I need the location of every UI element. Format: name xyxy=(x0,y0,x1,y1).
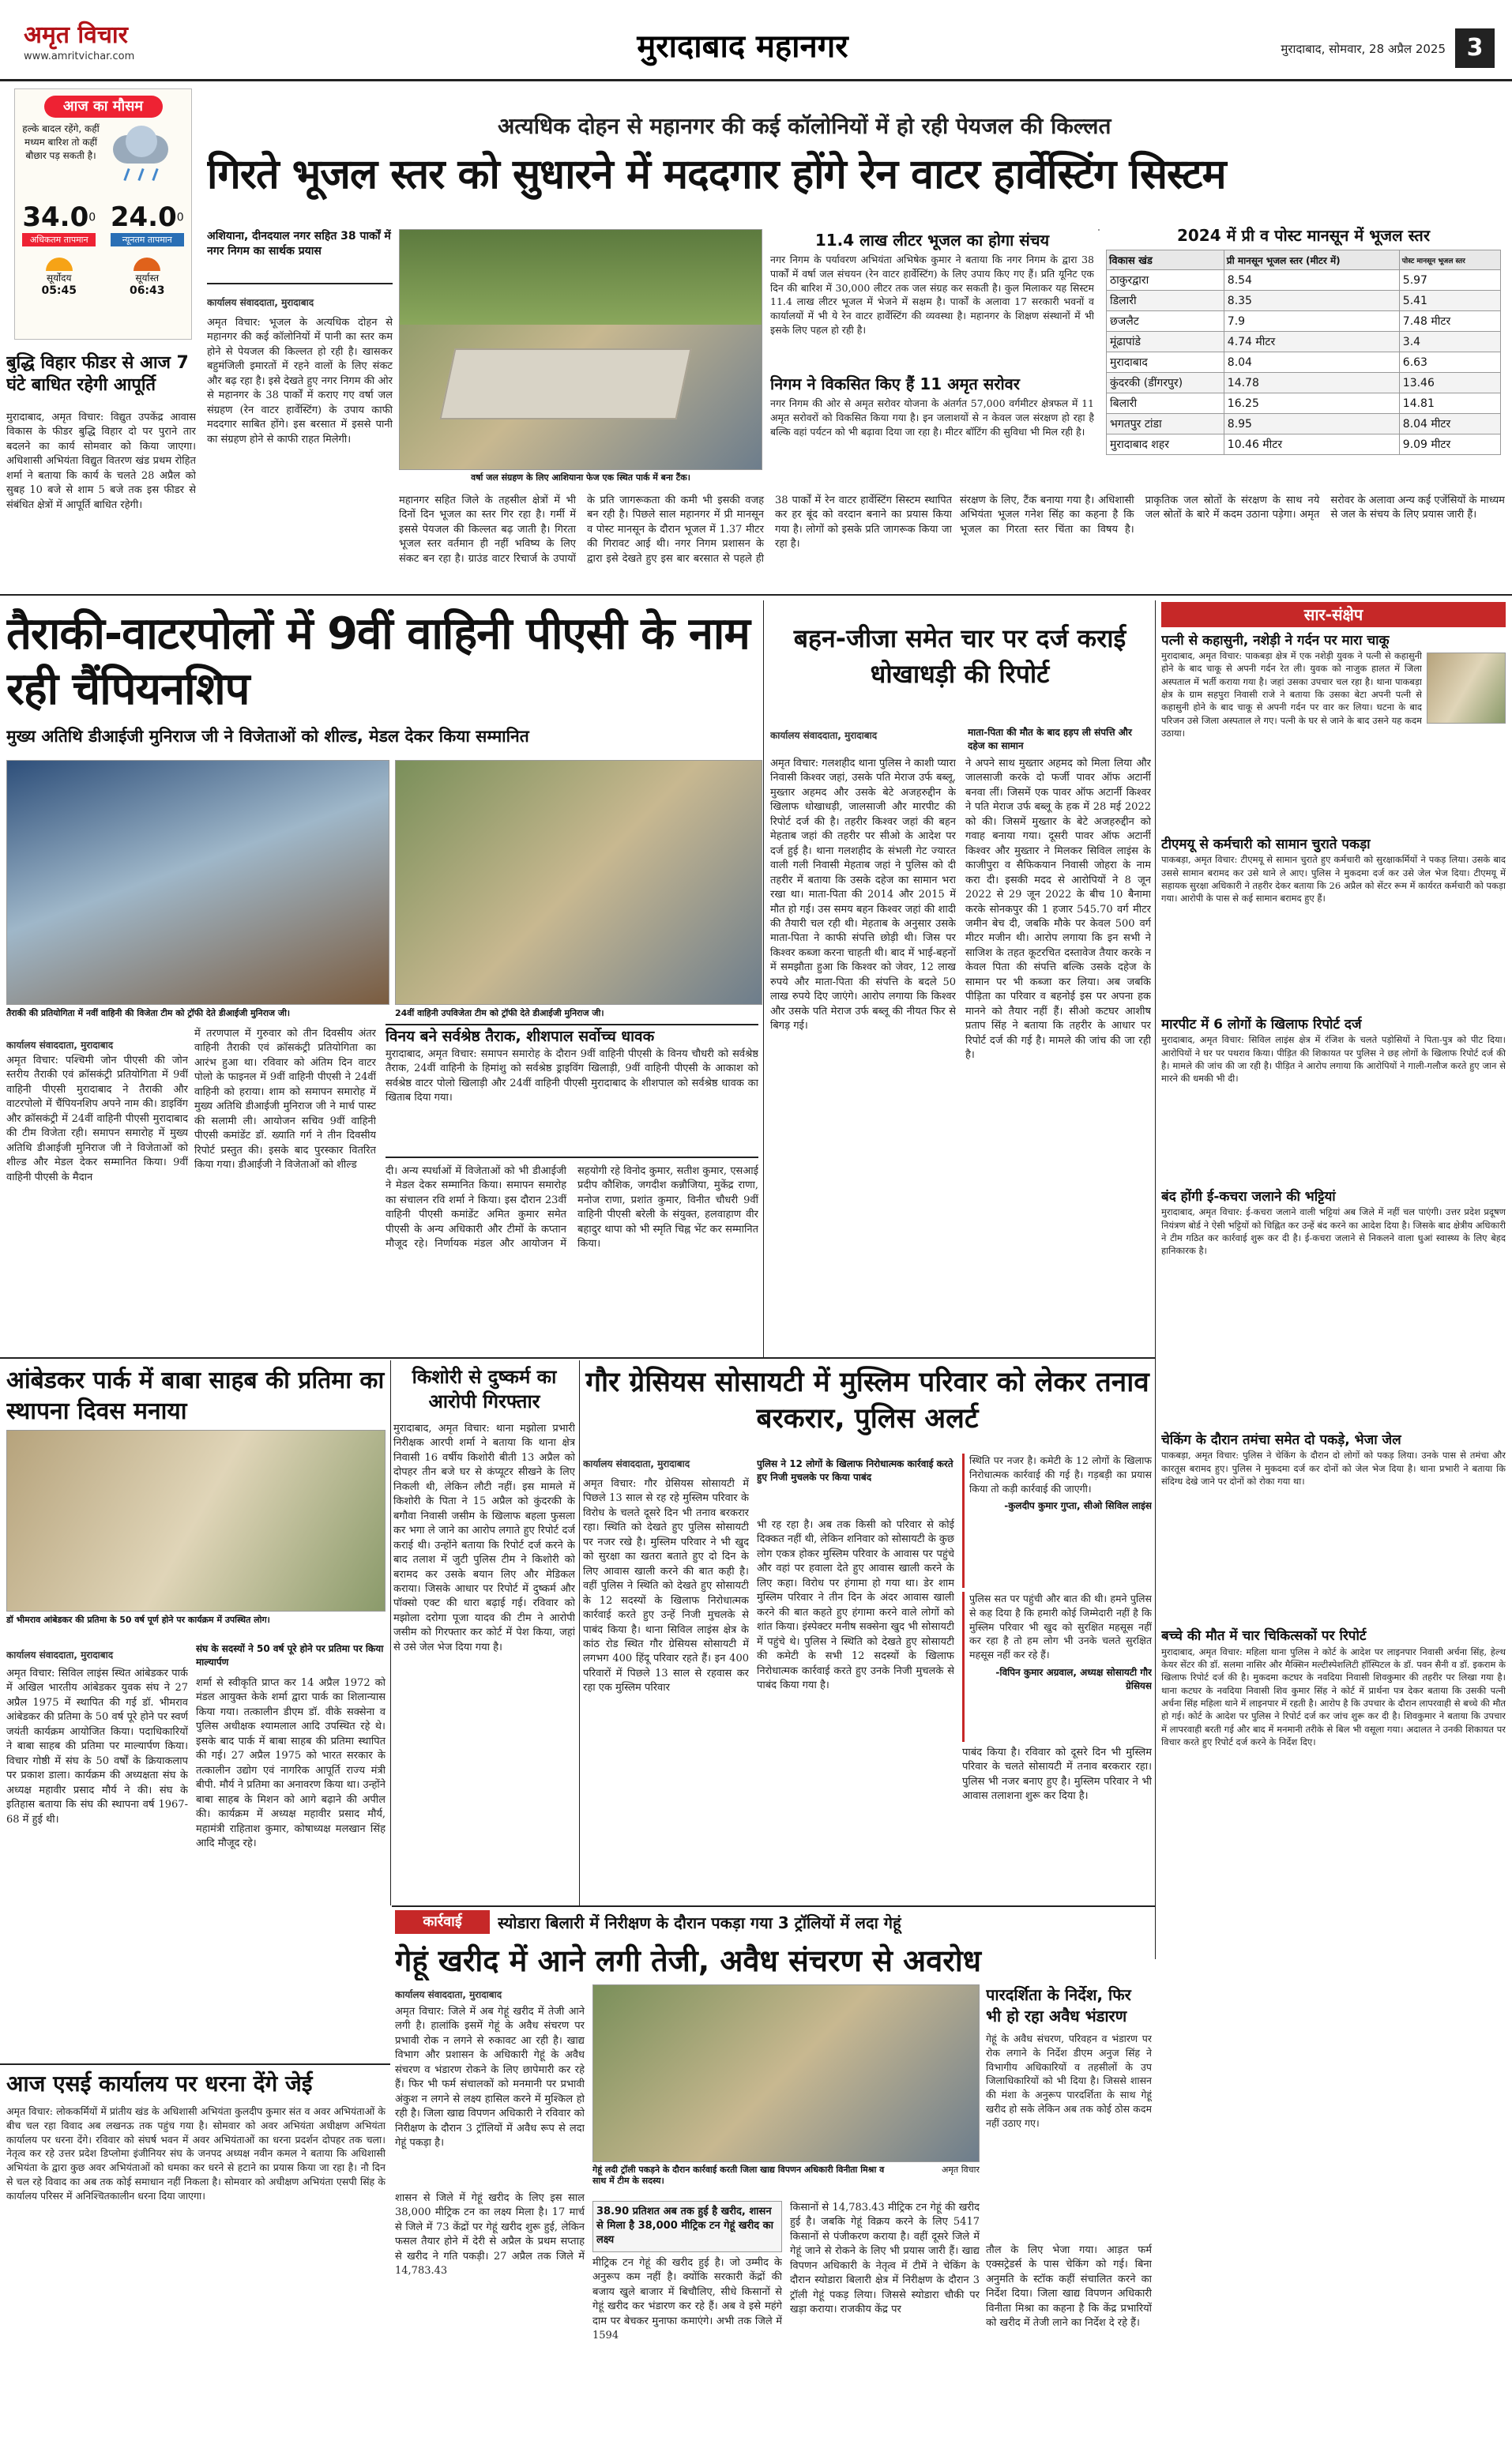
wheat-bullet: 38.90 प्रतिशत अब तक हुई है खरीद, शासन से मिला है 38,000 मीट्रिक टन गेहूं खरीद का लक्ष्य xyxy=(592,2201,782,2252)
weather-title: आज का मौसम xyxy=(44,96,163,118)
swim-award-text: मुरादाबाद, अमृत विचार: समापन समारोह के दौरान 9वीं वाहिनी पीएसी के विनय चौधरी को सर्वश्रेष्ठ तैराक, 24वीं वाहिनी के हिमांशु को सर्वश्रेष्ठ ड्राइविंग खिलाड़ी, 9वीं वाहिनी पीएसी के आकाश को सर्वश्रेष्ठ वाटर पोलो खिलाड़ी और 24वीं वाहिनी पीएसी मुरादाबाद के शीशपाल को सर्वश्रेष्ठ धावक का खिताब दिया गया। xyxy=(386,1048,758,1104)
swim-caption-2: 24वीं वाहिनी उपविजेता टीम को ट्रॉफी देते डीआईजी मुनिराज जी। xyxy=(395,1008,604,1018)
sunrise-time: 05:45 xyxy=(41,284,77,297)
power-text: मुरादाबाद, अमृत विचार: विद्युत उपकेंद्र आवास विकास के फीडर बुद्धि विहार दो पर पुराने तार बदलने का कार्य सोमवार को किया जाएगा। अधिशासी अभियंता विद्युत वितरण खंड प्रथम रोहित शर्मा ने बताया कि कार्य के चलते 28 अप्रैल को सुबह 10 बजे से शाम 5 बजे तक इस फीडर से संबंधित क्षेत्रों में आपूर्ति बाधित रहेगी। xyxy=(6,412,196,511)
society-byline: कार्यालय संवाददाता, मुरादाबाद xyxy=(583,1458,690,1469)
table-row xyxy=(1107,332,1501,352)
lead-box-1-title: 11.4 लाख लीटर भूजल का होगा संचय xyxy=(814,231,1050,250)
masthead xyxy=(0,0,1512,93)
table-cell: भगतपुर टांडा xyxy=(1107,414,1224,434)
society-bullet: पुलिस ने 12 लोगों के खिलाफ निरोधात्मक कार्रवाई करते हुए निजी मुचलके पर किया पाबंद xyxy=(757,1458,953,1483)
ambedkar-headline: आंबेडकर पार्क में बाबा साहब की प्रतिमा का स्थापना दिवस मनाया xyxy=(6,1367,385,1425)
quote-2-text: पुलिस सत पर पहुंची और बात की थी। हमने पुलिस से कह दिया है कि हमारी कोई जिम्मेदारी नहीं है कि मुस्लिम परिवार भी खुद को सुरक्षित महसूस नहीं कर रहा है तो हम लोग भी उनके चलते सुरक्षित महसूस नहीं कर रहे हैं। xyxy=(969,1593,1152,1661)
sunrise-icon xyxy=(46,258,73,271)
power-headline: बुद्धि विहार फीडर से आज 7 घंटे बाधित रहेगी आपूर्ति xyxy=(6,353,189,395)
lead-bullet: अशियाना, दीनदयाल नगर सहित 38 पार्कों में नगर निगम का सार्थक प्रयास xyxy=(207,229,393,284)
table-row xyxy=(1107,352,1501,373)
table-cell: 8.95 xyxy=(1224,414,1399,434)
table-row xyxy=(1107,414,1501,434)
lead-box-1-text: नगर निगम के पर्यावरण अभियंता अभिषेक कुमार ने बताया कि नगर निगम के द्वारा 38 पार्कों में वर्षा जल संचयन (रेन वाटर हार्वेस्टिंग) के लिए उपाय किए गए हैं। प्रति यूनिट एक दिन की बारिश में 30,000 लीटर तक जल संग्रह कर सकती है। कुल मिलाकर यह सिस्टम 11.4 लाख लीटर भूजल में भेजने में सक्षम है। पार्कों के अलावा 17 सरकारी भवनों व कार्यालयों में भी ये रेन वाटर हार्वेस्टिंग की व्यवस्था है। महानगर के शिक्षण संस्थानों में भी इसके लिए पहल हो रही है। xyxy=(770,254,1094,336)
table-cell: छजलैट xyxy=(1107,311,1224,332)
lead-box-1 xyxy=(770,229,1094,371)
fraud-paragraph-1: अमृत विचार: गलशहीद थाना पुलिस ने काशी प्यारा निवासी किश्वर जहां, उसके पति मेराज उर्फ बब्लू, मुख्तार अहमद और उसके बेटे अजहरुद्दीन के खिलाफ धोखाधड़ी, जालसाजी और मारपीट की रिपोर्ट दर्ज की है। तहरीर किश्वर जहां की बहन मेहताब जहां की तहरीर पर सीओ के आदेश पर दर्ज हुई है। थाना गलशहीद के संभली गेट ज्यारत वाली गली निवासी मेहताब जहां ने पुलिस को दी तहरीर में बताया कि उसके दहेज का सामान भरा रखा था। माता-पिता की 2014 और 2015 में मौत हो गई। उस समय बहन किश्वर जहां की शादी की तैयारी चल रही थी। मेहताब के अनुसार उसके माता-पिता ने काफी संपत्ति छोड़ी थी। जिस पर किश्वर कब्जा करना चाहती थी। बाद में भाई-बहनों में समझौता हुआ कि किश्वर को जेवर, 12 लाख रुपये और माता-पिता की संपत्ति के बदले 50 लाख रुपये दिए जाएंगे। आरोप लगाया कि किश्वर और उसके पति मेराज उर्फ बब्लू की नीयत फिर से बिगड़ गई। xyxy=(770,758,956,1033)
swim-paragraph-1: अमृत विचार: पश्चिमी जोन पीएसी की जोन स्तरीय तैराकी एवं क्रॉसकंट्री प्रतियोगिता में 9वीं वाहिनी पीएसी मुरादाबाद ने तैराकी और वाटरपोलो में चैंपियनशिप अपने नाम की। डाइविंग और क्रॉसकंट्री में 24वीं वाहिनी पीएसी मुरादाबाद की टीम विजेता रही। समापन समारोह में मुख्य अतिथि डीआईजी मुनिराज जी ने विजेताओं को शील्ड और मेडल देकर सम्मानित किया। 9वीं वाहिनी पीएसी के मैदान xyxy=(6,1055,188,1183)
table-cell: मुरादाबाद xyxy=(1107,352,1224,373)
table-cell: 8.54 xyxy=(1224,270,1399,291)
wheat-paragraph-3: किसानों से 14,783.43 मीट्रिक टन गेहूं की खरीद हुई है। जबकि गेहूं विक्रय करने के लिए 5417 किसानों से पंजीकरण कराया है। वहीं दूसरे जिले में गेहूं जाने से रोकने के लिए भी प्रयास जारी हैं। खाद्य विपणन अधिकारी के नेतृत्व में टीमें ने चेकिंग के दौरान स्योडारा बिलारी क्षेत्र में निरीक्षण के दौरान 3 ट्रॉली गेहूं पकड़ लिया। जिससे स्योडारा चौकी पर खड़ा कराया। राजकीय केंद्र पर xyxy=(790,2202,980,2316)
sar-story-3-headline: मारपीट में 6 लोगों के खिलाफ रिपोर्ट दर्ज xyxy=(1161,1017,1362,1033)
sar-story-5-text: पाकबड़ा, अमृत विचार: पुलिस ने चेकिंग के दौरान दो लोगों को पकड़ लिया। उनके पास से तमंचा और कारतूस बरामद हुए। पुलिस ने मुकदमा दर्ज कर दोनों को जेल भेज दिया है। थाना प्रभारी ने बताया कि संदिग्ध देखे जाने पर दोनों को रोका गया था। xyxy=(1161,1450,1506,1488)
girl-text: मुरादाबाद, अमृत विचार: थाना मझोला प्रभारी निरीक्षक आरपी शर्मा ने बताया कि थाना क्षेत्र निवासी 16 वर्षीय किशोरी बीती 13 अप्रैल को दोपहर तीन बजे घर से कंप्यूटर सीखने के लिए निकली थी, लेकिन लौटी नहीं। इस मामले में किशोरी के पिता ने 15 अप्रैल को कुंदरकी के बगौवा निवासी जसीम के खिलाफ बहला फुसला कर भगा ले जाने का आरोप लगाते हुए रिपोर्ट दर्ज कराई थी। उन्होंने बताया कि रिपोर्ट दर्ज करने के बाद तलाश में जुटी पुलिस टीम ने किशोरी को बरामद कर उसके बयान लिए और मेडिकल कराया। जिसके आधार पर रिपोर्ट में दुष्कर्म और पॉक्सो एक्ट की धारा बढ़ाई गई। रविवार को मझोला दरोगा पूजा यादव की टीम ने आरोपी जसीम को गिरफ्तार कर कोर्ट में पेश किया, जहां से उसे जेल भेज दिया गया है। xyxy=(393,1423,575,1653)
ambedkar-paragraph-1: अमृत विचार: सिविल लाइंस स्थित आंबेडकर पार्क में अखिल भारतीय आंबेडकर युवक संघ ने 27 अप्रैल 1975 में स्थापित की गई डॉ. भीमराव आंबेडकर की प्रतिमा के 50 वर्ष पूरे होने पर स्वर्ण जयंती कार्यक्रम आयोजित किया। पदाधिकारियों ने बाबा साहब की प्रतिमा पर माल्यार्पण किया। विचार गोष्ठी में संघ के 50 वर्षों के क्रियाकलाप पर प्रकाश डाला। कार्यक्रम की अध्यक्षता संघ के अध्यक्ष महावीर प्रसाद मौर्य ने की। संघ के इतिहास बताया कि संघ की स्थापना वर्ष 1967-68 में हुई थी। xyxy=(6,1668,188,1826)
wheat-paragraph-5: तौल के लिए भेजा गया। आड़त फर्म एक्सट्रेडर्स के पास चेकिंग को गई। बिना अनुमति के स्टॉक कहीं संचालित करने का निर्देश दिया। जिला खाद्य विपणन अधिकारी विनीता मिश्रा का कहना है कि केंद्र प्रभारियों को खरीद में तेजी लाने का निर्देश दे रहे हैं। xyxy=(986,2244,1152,2330)
injured-man-photo xyxy=(1427,653,1506,724)
table-cell: 14.81 xyxy=(1399,393,1500,414)
table-cell: 6.63 xyxy=(1399,352,1500,373)
wheat-tag: कार्रवाई xyxy=(395,1910,490,1934)
swim-photo-1 xyxy=(6,760,389,1005)
max-temp: 34.0 xyxy=(22,201,89,233)
table-cell: 16.25 xyxy=(1224,393,1399,414)
logo-text: अमृत विचार xyxy=(24,21,128,49)
logo xyxy=(24,21,205,68)
park-photo xyxy=(1098,229,1100,231)
swim-caption-1: तैराकी की प्रतियोगिता में नवीं वाहिनी की विजेता टीम को ट्रॉफी देते डीआईजी मुनिराज जी। xyxy=(6,1008,291,1018)
wheat-box-title: पारदर्शिता के निर्देश, फिर भी हो रहा अवैध भंडारण xyxy=(986,1985,1131,2026)
sar-story-1-headline: पत्नी से कहासुनी, नशेड़ी ने गर्दन पर मारा चाकू xyxy=(1161,633,1390,649)
table-cell: 10.46 मीटर xyxy=(1224,434,1399,455)
table-cell: 8.35 xyxy=(1224,291,1399,311)
table-cell: 8.04 xyxy=(1224,352,1399,373)
cloud-rain-icon xyxy=(102,122,181,194)
society-quote-2 xyxy=(962,1592,1152,1742)
lead-paragraph-2: महानगर सहित जिले के तहसील क्षेत्रों में भी दिनों दिन भूजल का स्तर गिर रहा है। गर्मी में इससे पेयजल की किल्लत बढ़ जाती है। गिरता भूजल स्तर वर्तमान ही नहीं भविष्य के लिए संकट बन रहा है। ग्राउंड वाटर रिचार्ज के उपायों के प्रति जागरूकता की कमी भी इसकी वजह बन रही है। पिछले साल महानगर में प्री मानसून व पोस्ट मानसून के दौरान भूजल में 1.37 मीटर की गिरावट आई थी। नगर निगम प्रशासन के द्वारा इसे देखते हुए इस बार बरसात से पहले ही 38 पार्कों में रेन वाटर हार्वेस्टिंग सिस्टम स्थापित कर हर बूंद को वरदान बनाने का प्रयास किया गया है। लोगों को इसके प्रति जागरूक किया जा रहा है। xyxy=(399,495,952,565)
lead-byline: कार्यालय संवाददाता, मुरादाबाद xyxy=(207,297,314,308)
lead-paragraph-1: अमृत विचार: भूजल के अत्यधिक दोहन से महानगर की कई कॉलोनियों में पानी का स्तर कम होने से पेयजल की किल्लत हो रही है। खासकर बहुमंजिली इमारतों में रहने वालों के लिए संकट और बढ़ रहा है। इसे देखते हुए नगर निगम की ओर से महानगर के 38 पार्कों में कराए गए वर्षा जल संग्रहण (रेन वाटर हार्वेस्टिंग) के उपाय काफी मददगार साबित होंगे। इस बरसात में इससे पानी का संग्रहण होने से काफी राहत मिलेगी। xyxy=(207,317,393,446)
swim-award-title: विनय बने सर्वश्रेष्ठ तैराक, शीशपाल सर्वोच्च धावक xyxy=(386,1028,655,1045)
ambedkar-paragraph-2: शर्मा से स्वीकृति प्राप्त कर 14 अप्रैल 1972 को मंडल आयुक्त केके शर्मा द्वारा पार्क का शिलान्यास किया गया। तत्कालीन डीएम डॉ. वीके सक्सेना व पुलिस अधीक्षक श्यामलाल आदि उपस्थित रहे थे। इसके बाद पार्क में बाबा साहब की प्रतिमा स्थापित की गई। 27 अप्रैल 1975 को भारत सरकार के तत्कालीन उद्योग एवं नागरिक आपूर्ति राज्य मंत्री बीपी. मौर्य ने प्रतिमा का अनावरण किया था। उन्होंने बाबा साहब के मिशन को आगे बढ़ाने की अपील की। कार्यक्रम में अध्यक्ष महावीर प्रसाद मौर्य, महामंत्री राहिताश कुमार, कोषाध्यक्ष मलखान सिंह आदि मौजूद रहे। xyxy=(196,1677,386,1849)
wheat-paragraph-4: मीट्रिक टन गेहूं की खरीद हुई है। जो उम्मीद के अनुरूप कम नहीं है। क्योंकि सरकारी केंद्रों की बजाय खुले बाजार में बिचौलिए, सीधे किसानों से गेहूं खरीद कर भंडारण कर रहे हैं। अब वे इसे महंगे दाम पर बेचकर मुनाफा कमाएंगे। अभी तक जिले में 1594 xyxy=(592,2257,782,2342)
sar-story-4-text: मुरादाबाद, अमृत विचार: ई-कचरा जलाने वाली भट्टियां अब जिले में नहीं चल पाएंगी। उत्तर प्रदेश प्रदूषण नियंत्रण बोर्ड ने ऐसी भट्टियों को चिह्नित कर उन्हें बंद करने का आदेश दिया है। जिसके बाद क्षेत्रीय अधिकारी ने टीम गठित कर कार्रवाई शुरू कर दी है। ई-कचरा जलाने से निकलने वाला धुआं स्वास्थ्य के लिए बेहद हानिकारक है। xyxy=(1161,1206,1506,1257)
table-title: 2024 में प्री व पोस्ट मानसून में भूजल स्तर xyxy=(1176,226,1431,245)
ambedkar-caption: डॉ भीमराव आंबेडकर की प्रतिमा के 50 वर्ष पूर्ण होने पर कार्यक्रम में उपस्थित लोग। xyxy=(6,1615,270,1625)
sar-story-6-text: मुरादाबाद, अमृत विचार: महिला थाना पुलिस ने कोर्ट के आदेश पर लाइनपार निवासी अर्चना सिंह, हेल्थ केयर सेंटर की डॉ. सलमा नासिर और मैक्सिन मल्टीस्पेशलिटी हॉस्पिटल के डॉ. पवन सैनी व डॉ. इकराम के खिलाफ रिपोर्ट दर्ज की है। मुकदमा कटघर के नवदिया निवासी शिवकुमार की तहरीर पर लिखा गया है। थाना कटघर के नवदिया निवासी शिव कुमार सिंह ने कोर्ट में प्रार्थना पत्र देकर बताया कि उसकी पत्नी अर्चना सिंह महिला थाने में लाइनपार में रहती है। आरोप है कि उपचार के दौरान लापरवाही से बच्चे की मौत हो गई। कोर्ट के आदेश पर पुलिस ने रिपोर्ट दर्ज कर जांच शुरू कर दी है। शिवकुमार ने बताया कि उपचार में लापरवाही बरती गई और बाद में मनमानी तरीके से बिल भी वसूला गया। अदालत ने उनकी शिकायत पर विचार करते हुए रिपोर्ट दर्ज करने के निर्देश दिए। xyxy=(1161,1646,1506,1747)
lead-box-2-title: निगम ने विकसित किए हैं 11 अमृत सरोवर xyxy=(770,374,1020,393)
table-cell: बिलारी xyxy=(1107,393,1224,414)
sar-story-4-headline: बंद होंगी ई-कचरा जलाने की भट्टियां xyxy=(1161,1189,1336,1206)
wheat-box-text: गेहूं के अवैध संचरण, परिवहन व भंडारण पर रोक लगाने के निर्देश डीएम अनुज सिंह ने विभागीय अधिकारियों व तहसीलों के उप जिलाधिकारियों को भी दिया है। जिससे शासन की मंशा के अनुरूप पारदर्शिता के साथ गेहूं खरीद हो सके लेकिन अब तक कोई ठोस कदम नहीं उठाए गए। xyxy=(986,2033,1152,2129)
ambedkar-bullet: संघ के सदस्यों ने 50 वर्ष पूरे होने पर प्रतिमा पर किया माल्यार्पण xyxy=(196,1643,384,1668)
table-header: प्री मानसून भूजल स्तर (मीटर में) xyxy=(1224,250,1399,270)
swim-subheadline: मुख्य अतिथि डीआईजी मुनिराज जी ने विजेताओं को शील्ड, मेडल देकर किया सम्मानित xyxy=(6,727,529,746)
groundwater-table xyxy=(1106,250,1501,455)
fraud-bullet: माता-पिता की मौत के बाद हड़प ली संपत्ति और दहेज का सामान xyxy=(968,727,1132,751)
table-cell: 5.41 xyxy=(1399,291,1500,311)
society-paragraph-1: अमृत विचार: गौर ग्रेसियस सोसायटी में पिछले 13 साल से रह रहे मुस्लिम परिवार के विरोध के चलते दूसरे दिन भी तनाव बरकरार रहा। स्थिति को देखते हुए पुलिस सोसायटी पर नजर रखे है। मुस्लिम परिवार ने भी खुद को सुरक्षा का खतरा बताते हुए दो दिन के लिए आवास खाली करने की बात कही है। वहीं पुलिस ने स्थिति को देखते हुए सोसायटी के 12 सदस्यों के खिलाफ निरोधात्मक कार्रवाई करते हुए उन्हें निजी मुचलके से पाबंद किया है। थाना सिविल लाइंस क्षेत्र के कांठ रोड स्थित गौर ग्रेसियस सोसायटी में लगभग 400 हिंदू परिवार रहते हैं। इन 400 परिवारों में पिछले 13 साल से रहवास कर रहा एक मुस्लिम परिवार xyxy=(583,1478,749,1695)
quote-1-text: स्थिति पर नजर है। कमेटी के 12 लोगों के खिलाफ निरोधात्मक कार्रवाई की गई है। गड़बड़ी का प्रयास किया तो कड़ी कार्रवाई की जाएगी। xyxy=(969,1454,1152,1495)
table-cell: ठाकुरद्वारा xyxy=(1107,270,1224,291)
ambedkar-photo xyxy=(6,1430,386,1612)
max-temp-label: अधिकतम तापमान xyxy=(22,233,96,246)
table-header: पोस्ट मानसून भूजल स्तर xyxy=(1399,250,1500,270)
fraud-paragraph-2: ने अपने साथ मुख्तार अहमद को मिला लिया और जालसाजी करके दो फर्जी पावर ऑफ अटार्नी बनवा लीं। जिसमें एक पावर ऑफ अटार्नी किश्वर ने पति मेराज उर्फ बब्लू के हक में 28 मई 2022 को की। जिसमें मुख्तार के बेटे अजहरुद्दीन को गवाह बनाया गया। दूसरी पावर ऑफ अटार्नी किश्वर और मुख्तार ने मिलकर सिविल लाइंस के काजीपुरा व सैफिकयान निवासी जोहरा के नाम करा दी। इसकी मदद से आरोपियों ने 8 जून 2022 से 29 जून 2022 के बीच 10 बैनामा करके सोनकपुर की 1 हजार 545.70 वर्ग मीटर जमीन बेच दी, जबकि मौके पर केवल 500 वर्ग मीटर मजीन थी। आरोप लगाया कि इन सभी ने साजिश के तहत कूटरचित दस्तावेज तैयार करके न केवल पिता की संपत्ति बल्कि उसके दहेज के सामान पर भी कब्जा कर लिया। अब जबकि पीड़िता का परिवार व बहनोई इस पर अपना हक मानने को तैयार नहीं हैं। सीओ कटघर आशीष प्रताप सिंह ने बताया कि तहरीर के आधार पर रिपोर्ट दर्ज की गई है। मामले की जांच की जा रही है। xyxy=(965,758,1151,1062)
wheat-byline: कार्यालय संवाददाता, मुरादाबाद xyxy=(395,1989,502,2000)
wheat-paragraph-1: अमृत विचार: जिले में अब गेहूं खरीद में तेजी आने लगी है। हालांकि इसमें गेहूं के अवैध संचरण पर प्रभावी रोक न लगने से रुकावट आ रही है। खाद्य विभाग और प्रशासन के अधिकारी गेहूं के अवैध संचरण व भंडारण रोकने के लिए छापेमारी कर रहे हैं। फिर भी फर्म संचालकों को मनमानी पर प्रभावी अंकुश न लगने से लक्ष्य हासिल करने में मुश्किल हो रही है। जिला खाद्य विपणन अधिकारी ने रविवार को निरीक्षण के दौरान 3 ट्रॉलियों में अवैध रूप से लदा गेहूं पकड़ा है। xyxy=(395,2006,585,2150)
lead-headline: गिरते भूजल स्तर को सुधारने में मददगार होंगे रेन वाटर हार्वेस्टिंग सिस्टम xyxy=(207,151,1226,198)
wheat-paragraph-2: शासन से जिले में गेहूं खरीद के लिए इस साल 38,000 मीट्रिक टन का लक्ष्य मिला है। 17 मार्च से जिले में 73 केंद्रों पर गेहूं खरीद शुरू हुई, लेकिन फसल तैयार होने में देरी से अप्रैल के प्रथम सप्ताह से खरीद ने गति पकड़ी। 27 अप्रैल तक जिले में 14,783.43 xyxy=(395,2192,585,2278)
wheat-photo-credit: अमृत विचार xyxy=(941,2165,980,2175)
sunset-time: 06:43 xyxy=(129,284,165,297)
society-paragraph-2: भी रह रहा है। अब तक किसी को परिवार से कोई दिक्कत नहीं थी, लेकिन शनिवार को सोसायटी के कुछ लोग एकत्र होकर मुस्लिम परिवार के आवास पर पहुंचे और वहां पर हवाला देते हुए आवास खाली करने के लिए कहा। विरोध पर हंगामा हो गया था। डेर शाम मुस्लिम परिवार ने तीन दिन के अंदर आवास खाली करने की बात कहते हुए हंगामा करने वाले लोगों को शांत किया। इंस्पेक्टर मनीष सक्सेना खुद भी सोसायटी में पहुंचे थे। पुलिस ने स्थिति को देखते हुए सोसायटी की कमेटी के सभी 12 सदस्यों के खिलाफ निरोधात्मक कार्रवाई करते हुए उनके निजी मुचलके से पाबंद किया गया है। xyxy=(757,1519,954,1691)
table-row xyxy=(1107,434,1501,455)
sar-story-5-headline: चेकिंग के दौरान तमंचा समेत दो पकड़े, भेजा जेल xyxy=(1161,1432,1401,1449)
page-number: 3 xyxy=(1455,28,1495,68)
table-cell: 4.74 मीटर xyxy=(1224,332,1399,352)
society-quote-1 xyxy=(962,1454,1152,1588)
swim-paragraph-2: में तरणपाल में गुरुवार को तीन दिवसीय अंतर वाहिनी तैराकी एवं क्रॉसकंट्री प्रतियोगिता का आरंभ हुआ था। रविवार को अंतिम दिन वाटर पोलो के फाइनल में 9वीं वाहिनी पीएसी ने 24वीं वाहिनी को हराया। शाम को समापन समारोह में मुख्य अतिथि डीआईजी मुनिराज जी ने मार्च पास्ट की सलामी ली। आयोजन सचिव 9वीं वाहिनी पीएसी कमांडेंट डॉ. ख्याति गर्ग ने तीन दिवसीय रिपोर्ट प्रस्तुत की। इसके बाद पुरस्कार वितरित किया गया। डीआईजी ने विजेताओं को शील्ड xyxy=(194,1028,376,1172)
table-row xyxy=(1107,373,1501,393)
sar-story-1-text: मुरादाबाद, अमृत विचार: पाकबड़ा क्षेत्र में एक नशेड़ी युवक ने पत्नी से कहासुनी होने के बाद चाकू से अपनी गर्दन रेत ली। युवक को नाजुक हालत में जिला अस्पताल में भर्ती कराया गया है। जहां उसका उपचार चल रहा है। थाना पाकबड़ा क्षेत्र के ग्राम सहपुरा निवासी राजे ने बताया कि उसका बेटा अपनी पत्नी से कहासुनी होने के बाद चाकू से अपनी गर्दन पर वार कर लिया। घटना के बाद परिजन उसे जिला अस्पताल ले गए। पत्नी के घर से जाने के बाद उसने यह कदम उठाया। xyxy=(1161,650,1422,739)
sar-story-3-text: मुरादाबाद, अमृत विचार: सिविल लाइंस क्षेत्र में रंजिश के चलते पड़ोसियों ने पिता-पुत्र को पीट दिया। आरोपियों ने घर पर पथराव किया। पीड़ित की शिकायत पर पुलिस ने छह लोगों के खिलाफ रिपोर्ट दर्ज की है। मामले की जांच की जा रही है। पीड़ित ने आरोप लगाया कि आरोपियों ने गाली-गलौज करते हुए जान से मारने की धमकी भी दी। xyxy=(1161,1034,1506,1085)
lead-photo-caption: वर्षा जल संग्रहण के लिए आशियाना फेज एक स्थित पार्क में बना टैंक। xyxy=(471,472,690,483)
sar-story-2-text: पाकबड़ा, अमृत विचार: टीएमयू से सामान चुराते हुए कर्मचारी को सुरक्षाकर्मियों ने पकड़ लिया। उसके बाद उससे सामान बरामद कर उसे थाने ले आए। पुलिस ने मुकदमा दर्ज कर उसे जेल भेज दिया। टीएमयू में सहायक सुरक्षा अधिकारी ने तहरीर देकर बताया कि 26 अप्रैल को सेंटर रूम में कार्यरत कर्मचारी को पकड़ा गया। आरोपी के पास से कई सामान बरामद हुए हैं। xyxy=(1161,854,1506,905)
min-temp-label: न्यूनतम तापमान xyxy=(111,233,184,246)
section-title: मुरादाबाद महानगर xyxy=(637,28,848,65)
table-cell: 7.9 xyxy=(1224,311,1399,332)
wheat-trolley-photo xyxy=(592,1984,980,2162)
lead-box-2 xyxy=(770,373,1094,483)
table-cell: मुरादाबाद शहर xyxy=(1107,434,1224,455)
table-row xyxy=(1107,311,1501,332)
acme-text: अमृत विचार: लोककर्मियों में प्रांतीय खंड के अधिशासी अभियंता कुलदीप कुमार संत व अवर अभियंताओं के बीच चल रहा विवाद अब लखनऊ तक पहुंच गया है। सोमवार को अवर अभियंता अधीक्षण अभियंता कार्यालय पर धरना देंगे। रविवार को संघर्ष भवन में अवर अभियंताओं का धरना प्रदर्शन दोपहर तक चला। नेतृत्व कर रहे उत्तर प्रदेश डिप्लोमा इंजीनियर संघ के जनपद अध्यक्ष नवीन कमल ने बताया कि अधिशासी अभियंता के द्वारा कुछ अवर अभियंताओं को धमका कर धरने से हटाने का प्रयास किया जा रहा है। नौ दिन से चल रहे विवाद का अब तक कोई समाधान नहीं निकला है। सोमवार को अधीक्षण अभियंता एसपी सिंह के कार्यालय परिसर में अनिश्चितकालीन धरना दिया जाएगा। xyxy=(6,2105,386,2202)
logo-url[interactable]: www.amritvichar.com xyxy=(24,51,135,62)
wheat-caption: गेहूं लदी ट्रॉली पकड़ने के दौरान कार्रवाई करती जिला खाद्य विपणन अधिकारी विनीता मिश्रा व साथ में टीम के सदस्य। xyxy=(592,2165,885,2187)
rainwater-tank-photo xyxy=(399,229,762,470)
swim-headline: तैराकी-वाटरपोलों में 9वीं वाहिनी पीएसी के नाम रही चैंपियनशिप xyxy=(6,608,750,715)
fraud-headline: बहन-जीजा समेत चार पर दर्ज कराई धोखाधड़ी की रिपोर्ट xyxy=(793,623,1126,689)
wheat-box xyxy=(986,1984,1152,2237)
table-cell: डिलारी xyxy=(1107,291,1224,311)
table-cell: 14.78 xyxy=(1224,373,1399,393)
dateline: मुरादाबाद, सोमवार, 28 अप्रैल 2025 xyxy=(1281,42,1446,56)
groundwater-table-box xyxy=(1106,224,1501,489)
table-row xyxy=(1107,393,1501,414)
weather-box: आज का मौसम हल्के बादल रहेंगे, कहीं मध्यम बारिश तो कहीं बौछार पड़ सकती है। 34.0$^0$ अधिकतम तापमान 24.0$^0$ न्यूनतम तापमान सूर्योदय 05:45 सूर्यास्त 06:43 xyxy=(14,88,192,340)
sar-story-2-headline: टीएमयू से कर्मचारी को सामान चुराते पकड़ा xyxy=(1161,837,1371,853)
table-row xyxy=(1107,291,1501,311)
table-cell: 13.46 xyxy=(1399,373,1500,393)
table-header: विकास खंड xyxy=(1107,250,1224,270)
table-cell: 9.09 मीटर xyxy=(1399,434,1500,455)
ambedkar-byline: कार्यालय संवाददाता, मुरादाबाद xyxy=(6,1649,114,1661)
girl-headline: किशोरी से दुष्कर्म का आरोपी गिरफ्तार xyxy=(412,1366,557,1413)
wheat-kicker: स्योडारा बिलारी में निरीक्षण के दौरान पकड़ा गया 3 ट्रॉलियों में लदा गेहूं xyxy=(498,1913,901,1932)
sunset-label: सूर्यास्त xyxy=(135,273,160,284)
lead-paragraph-3: संरक्षण के लिए, टैंक बनाया गया है। अधिशासी अभियंता भूजल गनेश सिंह का कहना है कि भूजल का गिरता स्तर चिंता का विषय है। प्राकृतिक जल स्रोतों के संरक्षण के साथ नये जल स्रोतों के बारे में कदम उठाना पड़ेगा। अमृत सरोवर के अलावा अन्य कई एजेंसियों के माध्यम से जल के संचय के लिए प्रयास जारी हैं। xyxy=(960,495,1505,536)
lead-box-2-text: नगर निगम की ओर से अमृत सरोवर योजना के अंतर्गत 57,000 वर्गमीटर क्षेत्रफल में 11 अमृत सरोवरों को विकसित किया गया है। इन जलाशयों से न केवल जल संरक्षण हो रहा है बल्कि वहां पर्यटन को भी बढ़ावा दिया जा रहा है। मीटर बॉटिंग की सुविधा भी मिल रही है। xyxy=(770,397,1094,438)
society-headline: गौर ग्रेसियस सोसायटी में मुस्लिम परिवार को लेकर तनाव बरकरार, पुलिस अलर्ट xyxy=(585,1367,1149,1435)
table-cell: 5.97 xyxy=(1399,270,1500,291)
wheat-headline: गेहूं खरीद में आने लगी तेजी, अवैध संचरण से अवरोध xyxy=(395,1943,982,1978)
table-cell: मूंढापांडे xyxy=(1107,332,1224,352)
sar-title: सार-संक्षेप xyxy=(1161,602,1506,627)
sunrise-label: सूर्योदय xyxy=(46,273,72,284)
sunset-icon xyxy=(134,258,160,271)
swim-award-box xyxy=(386,1024,758,1158)
swim-byline: कार्यालय संवाददाता, मुरादाबाद xyxy=(6,1040,114,1051)
table-cell: कुंदरकी (डींगरपुर) xyxy=(1107,373,1224,393)
acme-headline: आज एसई कार्यालय पर धरना देंगे जेई xyxy=(6,2071,313,2097)
sar-sankshep xyxy=(1161,602,1506,2150)
table-cell: 7.48 मीटर xyxy=(1399,311,1500,332)
table-cell: 8.04 मीटर xyxy=(1399,414,1500,434)
lead-kicker: अत्यधिक दोहन से महानगर की कई कॉलोनियों में हो रही पेयजल की किल्लत xyxy=(498,113,1111,139)
fraud-byline: कार्यालय संवाददाता, मुरादाबाद xyxy=(770,730,878,741)
table-cell: 3.4 xyxy=(1399,332,1500,352)
swim-photo-2 xyxy=(395,760,762,1005)
quote-2-by: -विपिन कुमार अग्रवाल, अध्यक्ष सोसायटी गौर ग्रेसियस xyxy=(995,1666,1152,1691)
quote-1-by: -कुलदीप कुमार गुप्ता, सीओ सिविल लाइंस xyxy=(1004,1500,1152,1512)
society-paragraph-3: पाबंद किया है। रविवार को दूसरे दिन भी मुस्लिम परिवार के चलते सोसायटी में तनाव बरकरार रहा। पुलिस भी नजर बनाए हुए है। मुस्लिम परिवार ने भी आवास तलाशना शुरू कर दिया है। xyxy=(962,1747,1152,1803)
swim-paragraph-3: दी। अन्य स्पर्धाओं में विजेताओं को भी डीआईजी ने मेडल देकर सम्मानित किया। समापन समारोह का संचालन रवि शर्मा ने किया। इस दौरान 23वीं वाहिनी पीएसी कमांडेंट अमित कुमार समेत पीएसी के अन्य अधिकारी और टीमों के कप्तान मौजूद रहे। निर्णायक मंडल और आयोजन में सहयोगी रहे विनोद कुमार, सतीश कुमार, एसआई प्रदीप कौशिक, जगदीश कन्नौजिया, मुकेंद्र राणा, मनोज राणा, प्रशांत कुमार, विनीत चौधरी 9वीं वाहिनी पीएसी बरेली के संयुक्त, हलवाहाण वीर बहादुर थापा को भी स्मृति चिह्न भेंट कर सम्मानित किया। xyxy=(386,1165,758,1251)
min-temp: 24.0 xyxy=(110,201,177,233)
sar-story-6-headline: बच्चे की मौत में चार चिकित्सकों पर रिपोर्ट xyxy=(1161,1628,1367,1645)
weather-description: हल्के बादल रहेंगे, कहीं मध्यम बारिश तो कहीं बौछार पड़ सकती है। xyxy=(22,123,100,161)
table-row xyxy=(1107,270,1501,291)
